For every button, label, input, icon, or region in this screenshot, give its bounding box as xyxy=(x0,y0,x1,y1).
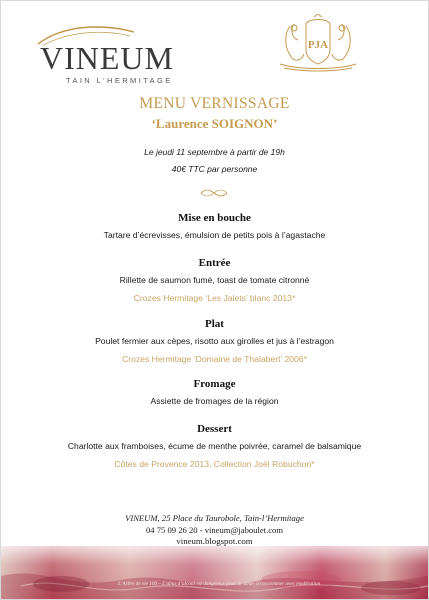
event-price: 40€ TTC par personne xyxy=(171,164,258,174)
course-fromage xyxy=(0,378,429,406)
course-title: Mise en bouche xyxy=(178,212,251,224)
course-dish: Poulet fermier aux cèpes, risotto aux girolles et jus à l’estragon xyxy=(95,336,334,346)
footer-address: VINEUM, 25 Place du Taurobole, Tain-l’Hermitage xyxy=(125,513,304,523)
footer-contact: 04 75 09 26 20 - vineum@jaboulet.com xyxy=(145,525,284,535)
vineum-logo xyxy=(34,22,184,85)
course-dish: Rillette de saumon fumé, toast de tomate citronné xyxy=(119,275,310,285)
course-title: Plat xyxy=(205,318,224,330)
course-title: Dessert xyxy=(197,423,232,435)
course-dish: Tartare d’écrevisses, émulsion de petits pois à l’agastache xyxy=(103,230,326,240)
course-dish: Assiette de fromages de la région xyxy=(150,396,279,406)
course-dish: Charlotte aux framboises, écume de menthe poivrée, caramel de balsamique xyxy=(67,441,362,451)
event-date: Le jeudi 11 septembre à partir de 19h xyxy=(144,147,285,157)
painting-caption: L’Arbre de vie 100 – L’abus d’alcool est dangereux pour la santé, à consommer avec modération xyxy=(118,581,321,587)
course-wine: Côtes de Provence 2013, Collection Joël Robuchon* xyxy=(114,459,315,469)
course-entree xyxy=(0,257,429,303)
course-title: Fromage xyxy=(193,378,236,390)
course-plat xyxy=(0,318,429,364)
course-wine: Crozes Hermitage ‘Les Jalets’ blanc 2013* xyxy=(133,293,296,303)
course-dessert xyxy=(0,423,429,469)
footer-blog-link[interactable]: vineum.blogspot.com xyxy=(176,536,253,546)
jaboulet-crest-logo xyxy=(270,14,366,74)
logo-wordmark: VINEUM xyxy=(40,40,174,76)
crest-initials: PJA xyxy=(307,39,329,51)
artist-name: ‘Laurence SOIGNON’ xyxy=(151,116,278,131)
ornament-divider-icon xyxy=(199,188,229,198)
painting-banner xyxy=(1,546,428,599)
logo-subtitle: TAIN L'HERMITAGE xyxy=(66,76,173,85)
menu-title: MENU VERNISSAGE xyxy=(139,95,290,112)
course-title: Entrée xyxy=(198,257,231,269)
course-wine: Crozes Hermitage ‘Domaine de Thalabert’ 2006* xyxy=(122,354,307,364)
course-mise-en-bouche xyxy=(0,212,429,240)
